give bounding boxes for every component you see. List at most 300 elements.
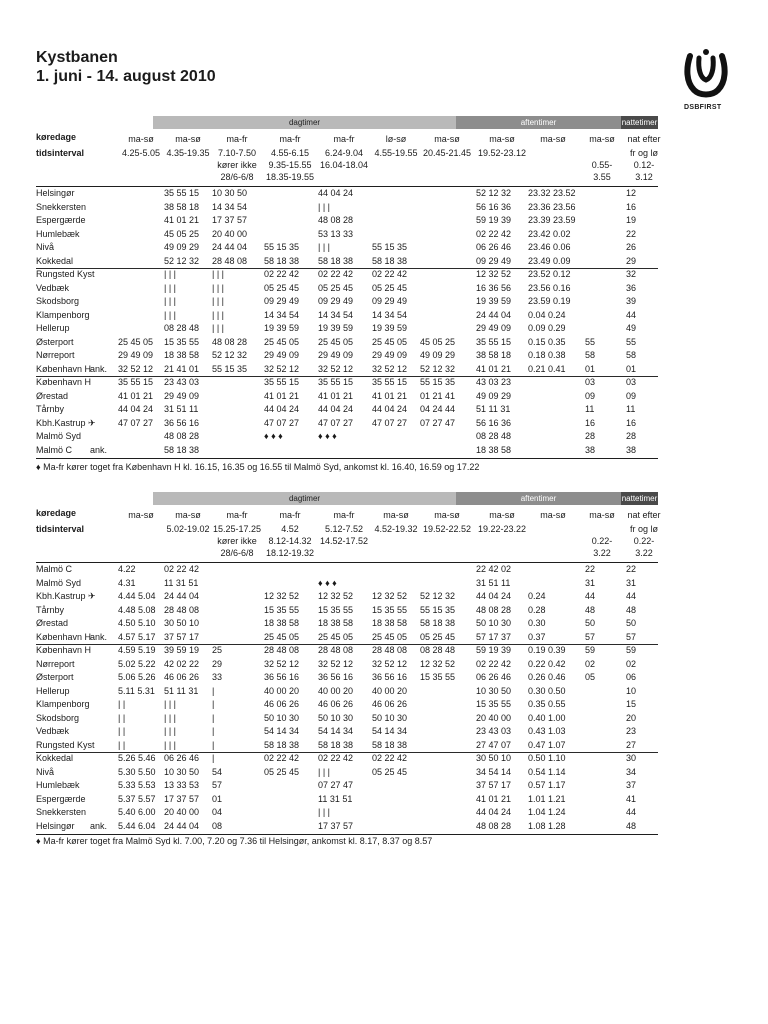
time-cell: 23 43 03 [164, 377, 200, 387]
time-cell: 41 01 21 [118, 390, 154, 401]
table-row [36, 376, 658, 389]
time-cell: 32 52 12 [264, 658, 300, 669]
time-cell: 10 30 50 [164, 766, 200, 777]
time-cell: 59 [585, 645, 596, 655]
time-cell: 16 [585, 417, 596, 428]
time-cell: 45 05 25 [164, 228, 200, 239]
time-cell: 0.54 1.14 [528, 766, 566, 777]
table-row [36, 228, 658, 241]
arrival-marker: ank. [90, 363, 108, 374]
time-cell: 58 18 38 [372, 739, 408, 750]
time-cell: 26 [626, 242, 637, 252]
day-header: ma-sø [540, 134, 566, 144]
time-cell: 28 [626, 431, 637, 441]
day-header: ma-sø [128, 134, 154, 144]
station-name: Tårnby [36, 604, 65, 615]
time-cell: 22 [626, 564, 637, 574]
time-cell: 38 [585, 444, 596, 455]
time-cell: 08 [212, 820, 223, 831]
time-cell: 21 41 01 [164, 363, 200, 374]
station-name: Ørestad [36, 618, 69, 628]
band-natte: nattetimer [621, 118, 658, 127]
time-cell: 5.33 5.53 [118, 780, 156, 790]
time-cell: 47 07 27 [118, 417, 154, 428]
station-name: Malmö C [36, 444, 73, 455]
time-cell: 29 49 09 [372, 350, 408, 360]
table-row [36, 430, 658, 443]
arrival-marker: ank. [90, 444, 108, 455]
station-name: Nørreport [36, 658, 75, 669]
station-name: Rungsted Kyst [36, 739, 95, 750]
time-cell: 31 51 11 [164, 404, 199, 414]
time-cell: 44 [626, 591, 637, 601]
day-header: ma-sø [489, 510, 515, 520]
interval-header: 4.25-5.05 [121, 148, 161, 158]
time-cell: 5.26 5.46 [118, 753, 156, 763]
time-cell: 58 18 38 [264, 739, 300, 750]
table-row [36, 658, 658, 671]
station-name: Skodsborg [36, 712, 80, 723]
time-cell: 15 35 55 [372, 604, 408, 615]
time-cell: 0.15 0.35 [528, 336, 566, 347]
time-cell: 45 05 25 [420, 336, 456, 347]
day-header: ma-sø [383, 510, 409, 520]
time-cell: 41 01 21 [372, 390, 408, 401]
koredage-label: køredage [36, 132, 77, 142]
time-cell: 54 14 34 [372, 726, 408, 736]
time-cell: 41 01 21 [318, 390, 354, 401]
day-header: ma-sø [540, 510, 566, 520]
time-cell: 0.35 0.55 [528, 699, 566, 709]
table-bottom [36, 458, 658, 459]
time-cell: 54 14 34 [264, 726, 300, 736]
time-cell: 4.22 [118, 564, 136, 574]
time-cell: 49 09 29 [476, 390, 512, 401]
interval-header: 4.52 [281, 524, 299, 534]
time-cell: 25 45 05 [264, 631, 300, 642]
station-name: Kbh.Kastrup ✈ [36, 417, 96, 428]
footnote-2: ♦ Ma-fr kører toget fra Malmö Syd kl. 7.00, 7.20 og 7.36 til Helsingør, ankomst kl. 8.17, 8.37 og 8.57 [36, 836, 433, 846]
interval-header: 8.12-14.32 [268, 536, 312, 546]
tidsinterval-label: tidsinterval [36, 148, 85, 158]
day-header: ma-sø [128, 510, 154, 520]
time-cell: 48 08 28 [318, 215, 354, 225]
time-cell: 35 55 15 [476, 336, 512, 347]
interval-header: 20.45-21.45 [422, 148, 472, 158]
timetable-northbound [36, 116, 661, 456]
time-cell: 02 22 42 [264, 753, 300, 763]
time-cell: 02 22 42 [264, 269, 300, 279]
band-dag: dagtimer [153, 492, 456, 505]
time-cell: 02 22 42 [318, 269, 354, 279]
time-cell: 42 02 22 [164, 658, 200, 669]
time-cell: 35 55 15 [318, 377, 354, 387]
time-cell: 02 22 42 [164, 564, 200, 574]
time-cell: 1.01 1.21 [528, 793, 566, 804]
station-name: Nivå [36, 242, 55, 252]
day-header: nat efter [627, 510, 661, 520]
interval-header: 28/6-6/8 [220, 172, 254, 182]
table-row [36, 417, 658, 430]
time-cell: 25 45 05 [318, 631, 354, 642]
table-row [36, 577, 658, 590]
time-cell: 5.11 5.31 [118, 685, 155, 696]
time-cell: 58 [585, 350, 596, 360]
page-subtitle: 1. juni - 14. august 2010 [36, 68, 216, 85]
tidsinterval-label: tidsinterval [36, 524, 85, 534]
table-row [36, 644, 658, 657]
time-cell: 19 39 59 [318, 323, 354, 333]
time-cell: 36 56 16 [318, 672, 354, 682]
time-cell: 03 [626, 377, 637, 387]
station-name: Hellerup [36, 323, 70, 333]
time-cell: 5.30 5.50 [118, 766, 156, 777]
interval-header: 19.52-22.52 [422, 524, 472, 534]
table-row [36, 403, 658, 416]
time-cell: 03 [585, 377, 596, 387]
time-cell: 20 40 00 [476, 712, 512, 723]
time-cell: | [212, 726, 215, 736]
interval-header: 6.24-9.04 [324, 148, 364, 158]
station-name: Snekkersten [36, 807, 87, 817]
time-cell: | [212, 739, 215, 750]
time-cell: 23.52 0.12 [528, 269, 571, 279]
day-header: ma-fr [279, 134, 301, 144]
time-cell: 15 35 55 [318, 604, 354, 615]
time-cell: 0.19 0.39 [528, 645, 566, 655]
interval-header: 4.35-19.35 [166, 148, 210, 158]
time-cell: 48 08 28 [212, 336, 248, 347]
time-cell: 35 55 15 [164, 188, 200, 198]
time-cell: 0.43 1.03 [528, 726, 566, 736]
time-cell: 31 [626, 577, 637, 588]
time-cell: 19 39 59 [372, 323, 408, 333]
time-cell: 15 [626, 699, 637, 709]
table-row [36, 752, 658, 765]
time-cell: 52 12 32 [420, 591, 456, 601]
time-cell: 15 35 55 [420, 672, 456, 682]
station-name: Espergærde [36, 793, 86, 804]
time-cell: 33 [212, 672, 223, 682]
time-cell: 5.02 5.22 [118, 658, 156, 669]
station-name: København H [36, 631, 92, 642]
table-row [36, 363, 658, 376]
table-row [36, 187, 658, 200]
time-cell: 44 04 24 [264, 404, 300, 414]
time-cell: 55 15 35 [212, 363, 248, 374]
time-cell: 38 [626, 444, 637, 455]
day-header: lø-sø [385, 134, 407, 144]
time-cell: | [212, 712, 215, 723]
time-cell: 20 40 00 [164, 807, 200, 817]
time-cell: 28 48 08 [318, 645, 354, 655]
time-cell: | | | [318, 242, 331, 252]
time-cell: 04 [212, 807, 223, 817]
time-cell: 28 48 08 [264, 645, 300, 655]
time-cell: 46 06 26 [264, 699, 300, 709]
time-cell: 41 01 21 [476, 793, 512, 804]
day-header: ma-fr [279, 510, 301, 520]
time-cell: 12 [626, 188, 637, 198]
day-header: ma-fr [333, 510, 355, 520]
station-name: Malmö Syd [36, 577, 82, 588]
station-name: Ørestad [36, 390, 69, 401]
time-cell: 41 01 21 [164, 215, 200, 225]
time-cell: 14 34 54 [372, 309, 408, 320]
time-cell: 20 [626, 712, 637, 723]
time-cell: 0.26 0.46 [528, 672, 566, 682]
time-cell: | | | [212, 282, 225, 293]
time-cell: 36 56 16 [164, 417, 200, 428]
time-cell: 0.50 1.10 [528, 753, 566, 763]
time-cell: ♦ ♦ ♦ [318, 577, 337, 588]
interval-header: 0.55-3.55 [591, 160, 613, 182]
time-cell: 25 45 05 [372, 336, 408, 347]
time-cell: 06 [626, 672, 637, 682]
time-cell: 58 18 38 [420, 618, 456, 628]
time-cell: 48 [585, 604, 596, 615]
time-cell: 09 29 49 [372, 296, 408, 306]
time-cell: 06 26 46 [476, 242, 512, 252]
time-cell: | | | [318, 201, 331, 212]
time-cell: 52 12 32 [420, 363, 456, 374]
time-cell: 02 22 42 [372, 753, 408, 763]
time-cell: 29 [626, 255, 637, 266]
band-aften: aftentimer [456, 116, 621, 129]
time-cell: 12 32 52 [264, 591, 300, 601]
time-cell: | | | [164, 296, 177, 306]
table-row [36, 241, 658, 254]
time-cell: 02 22 42 [476, 228, 512, 239]
time-cell: 04 24 44 [420, 404, 456, 414]
time-cell: 1.08 1.28 [528, 820, 566, 831]
station-name: Østerport [36, 336, 74, 347]
station-name: Tårnby [36, 404, 65, 414]
time-cell: 55 [585, 336, 596, 347]
time-cell: 52 12 32 [212, 350, 248, 360]
time-cell: 35 55 15 [118, 377, 154, 387]
table-row [36, 685, 658, 698]
time-cell: 09 29 49 [318, 296, 354, 306]
time-cell: 23.49 0.09 [528, 255, 571, 266]
time-cell: 22 42 02 [476, 564, 512, 574]
time-cell: 57 [626, 631, 637, 642]
time-cell: 16 [626, 201, 637, 212]
time-cell: 55 15 35 [372, 242, 408, 252]
time-cell: 59 [626, 645, 637, 655]
time-cell: 16 36 56 [476, 282, 512, 293]
time-cell: 17 37 57 [164, 793, 200, 804]
time-cell: | | | [164, 309, 177, 320]
station-name: Skodsborg [36, 296, 80, 306]
interval-header: 18.12-19.32 [265, 548, 315, 558]
time-cell: 0.09 0.29 [528, 323, 566, 333]
station-name: København H [36, 645, 92, 655]
time-cell: 4.57 5.17 [118, 631, 156, 642]
time-cell: 58 [626, 350, 637, 360]
time-cell: 48 [626, 820, 637, 831]
time-cell: 29 49 09 [118, 350, 154, 360]
time-cell: 58 18 38 [318, 739, 354, 750]
time-cell: 0.57 1.17 [528, 780, 566, 790]
time-cell: 28 [585, 431, 596, 441]
time-cell: 25 45 05 [264, 336, 300, 347]
time-cell: 07 27 47 [318, 780, 354, 790]
time-cell: 25 45 05 [118, 336, 154, 347]
interval-header: fr og lø [629, 524, 658, 534]
time-cell: 14 34 54 [318, 309, 354, 320]
time-cell: 10 30 50 [212, 188, 248, 198]
time-cell: 58 18 38 [318, 255, 354, 266]
time-cell: 05 25 45 [420, 631, 456, 642]
logo-text: DSBFIRST [684, 104, 722, 111]
interval-header: 0.12-3.12 [633, 160, 655, 182]
time-cell: 24 44 04 [212, 242, 248, 252]
interval-header: 18.35-19.55 [265, 172, 315, 182]
koredage-label: køredage [36, 508, 77, 518]
time-cell: 35 55 15 [264, 377, 300, 387]
time-cell: | | | [318, 766, 331, 777]
time-cell: 24 44 04 [476, 309, 512, 320]
time-cell: 05 25 45 [264, 766, 300, 777]
station-name: København H [36, 377, 92, 387]
time-cell: | [212, 699, 215, 709]
time-cell: 11 31 51 [318, 793, 353, 804]
time-cell: 55 15 35 [420, 377, 456, 387]
time-cell: 01 [626, 363, 637, 374]
station-name: Vedbæk [36, 726, 70, 736]
station-name: Malmö C [36, 564, 73, 574]
interval-header: 9.35-15.55 [268, 160, 312, 170]
interval-header: 5.12-7.52 [324, 524, 364, 534]
time-cell: 4.31 [118, 577, 136, 588]
time-cell: 22 [626, 228, 637, 239]
interval-header: 4.52-19.32 [374, 524, 418, 534]
interval-header: 14.52-17.52 [319, 536, 369, 546]
time-cell: 25 45 05 [318, 336, 354, 347]
time-cell: 25 45 05 [372, 631, 408, 642]
time-cell: 44 04 24 [476, 807, 512, 817]
time-cell: 37 57 17 [476, 780, 512, 790]
time-cell: 29 49 09 [164, 390, 200, 401]
time-cell: 16 [626, 417, 637, 428]
time-cell: 4.50 5.10 [118, 618, 156, 628]
interval-header: fr og lø [629, 148, 658, 158]
table-row [36, 214, 658, 227]
time-cell: 44 04 24 [476, 591, 512, 601]
time-cell: 0.28 [528, 604, 546, 615]
page-title: Kystbanen [36, 49, 118, 66]
time-cell: 19 [626, 215, 637, 225]
interval-header: 16.04-18.04 [319, 160, 369, 170]
day-header: ma-sø [175, 134, 201, 144]
band-natte: nattetimer [621, 494, 658, 503]
time-cell: 44 [626, 309, 637, 320]
time-cell: 48 08 28 [164, 431, 200, 441]
time-cell: 5.06 5.26 [118, 672, 156, 682]
station-name: Klampenborg [36, 309, 90, 320]
day-header: ma-fr [333, 134, 355, 144]
time-cell: 24 44 04 [164, 820, 200, 831]
time-cell: 31 [585, 577, 596, 588]
time-cell: 0.22 0.42 [528, 658, 566, 669]
interval-header: 0.22-3.22 [633, 536, 655, 558]
time-cell: 29 [212, 658, 223, 669]
table-row [36, 563, 658, 576]
time-cell: 10 [626, 685, 637, 696]
time-cell: 55 15 35 [420, 604, 456, 615]
arrival-marker: ank. [90, 631, 108, 642]
table-row [36, 766, 658, 779]
day-header: ma-fr [226, 134, 248, 144]
time-cell: 01 21 41 [420, 390, 456, 401]
table-row [36, 712, 658, 725]
time-cell: 30 50 10 [476, 753, 512, 763]
time-cell: 08 28 48 [420, 645, 456, 655]
station-name: Humlebæk [36, 228, 80, 239]
time-cell: 12 32 52 [372, 591, 408, 601]
time-cell: 47 07 27 [318, 417, 354, 428]
time-cell: 34 54 14 [476, 766, 512, 777]
time-cell: | | | [164, 699, 177, 709]
time-cell: 41 01 21 [264, 390, 300, 401]
time-cell: | | | [212, 296, 225, 306]
time-cell: | | | [212, 323, 225, 333]
time-cell: 46 06 26 [372, 699, 408, 709]
time-cell: 23.32 23.52 [528, 188, 576, 198]
time-cell: 1.04 1.24 [528, 807, 566, 817]
time-cell: 32 52 12 [318, 658, 354, 669]
time-cell: 4.59 5.19 [118, 645, 156, 655]
time-cell: 30 50 10 [164, 618, 200, 628]
station-name: Hellerup [36, 685, 70, 696]
time-cell: 08 28 48 [476, 431, 512, 441]
time-cell: 09 [585, 390, 596, 401]
time-cell: 47 07 27 [264, 417, 300, 428]
time-cell: 51 11 31 [476, 404, 511, 414]
time-cell: 28 48 08 [212, 255, 248, 266]
interval-header: 19.52-23.12 [477, 148, 527, 158]
table-row [36, 617, 658, 630]
station-name: Helsingør [36, 188, 75, 198]
time-cell: 52 12 32 [476, 188, 512, 198]
time-cell: | | | [212, 309, 225, 320]
time-cell: 28 48 08 [372, 645, 408, 655]
time-cell: 41 01 21 [476, 363, 512, 374]
time-cell: 11 [626, 404, 636, 414]
time-cell: 40 00 20 [318, 685, 354, 696]
time-cell: 22 [585, 564, 596, 574]
time-cell: 32 52 12 [372, 658, 408, 669]
time-cell: 11 31 51 [164, 577, 199, 588]
time-cell: 50 10 30 [264, 712, 300, 723]
time-cell: 23.46 0.06 [528, 242, 571, 252]
time-cell: | | | [164, 282, 177, 293]
time-cell: 05 [585, 672, 596, 682]
time-cell: | [212, 753, 215, 763]
table-row [36, 295, 658, 308]
time-cell: 14 34 54 [264, 309, 300, 320]
table-row [36, 590, 658, 603]
day-header: ma-sø [434, 510, 460, 520]
time-cell: ♦ ♦ ♦ [318, 431, 337, 441]
time-cell: 32 52 12 [318, 363, 354, 374]
table-row [36, 444, 658, 457]
time-cell: | | [118, 699, 126, 709]
time-cell: 53 13 33 [318, 228, 354, 239]
time-cell: 50 10 30 [372, 712, 408, 723]
time-cell: 4.48 5.08 [118, 604, 156, 615]
